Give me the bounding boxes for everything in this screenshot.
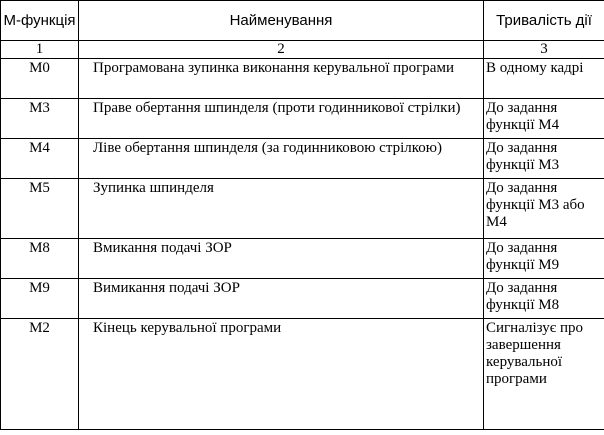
row-duration: До задання функції М8 bbox=[484, 279, 604, 319]
table-row bbox=[1, 279, 604, 319]
row-name: Ліве обертання шпинделя (за годинниковою стрілкою) bbox=[79, 139, 484, 179]
table-header-row bbox=[1, 1, 604, 41]
row-name: Програмована зупинка виконання керувальної програми bbox=[79, 59, 484, 99]
row-duration: До задання функції М3 bbox=[484, 139, 604, 179]
column-number: 2 bbox=[79, 41, 484, 59]
row-name: Вимикання подачі ЗОР bbox=[79, 279, 484, 319]
header-code: М-функція bbox=[1, 1, 79, 41]
row-code: М3 bbox=[1, 99, 79, 139]
row-code: М8 bbox=[1, 239, 79, 279]
table-row bbox=[1, 239, 604, 279]
column-number-row bbox=[1, 41, 604, 59]
table-row bbox=[1, 99, 604, 139]
row-name: Кінець керувальної програми bbox=[79, 319, 484, 430]
row-duration: Сигналізує про завершення керувальної програми bbox=[484, 319, 604, 430]
row-duration: До задання функції М4 bbox=[484, 99, 604, 139]
row-name: Вмикання подачі ЗОР bbox=[79, 239, 484, 279]
row-duration: До задання функції М9 bbox=[484, 239, 604, 279]
row-code: М0 bbox=[1, 59, 79, 99]
row-code: М9 bbox=[1, 279, 79, 319]
header-duration: Тривалість дії bbox=[484, 1, 604, 41]
table-row bbox=[1, 319, 604, 430]
table-row bbox=[1, 139, 604, 179]
row-code: М2 bbox=[1, 319, 79, 430]
row-duration: До задання функції М3 або М4 bbox=[484, 179, 604, 239]
row-duration: В одному кадрі bbox=[484, 59, 604, 99]
row-name: Зупинка шпинделя bbox=[79, 179, 484, 239]
row-code: М5 bbox=[1, 179, 79, 239]
header-name: Найменування bbox=[79, 1, 484, 41]
column-number: 3 bbox=[484, 41, 604, 59]
row-name: Праве обертання шпинделя (проти годинникової стрілки) bbox=[79, 99, 484, 139]
table-row bbox=[1, 179, 604, 239]
row-code: М4 bbox=[1, 139, 79, 179]
table-row bbox=[1, 59, 604, 99]
column-number: 1 bbox=[1, 41, 79, 59]
